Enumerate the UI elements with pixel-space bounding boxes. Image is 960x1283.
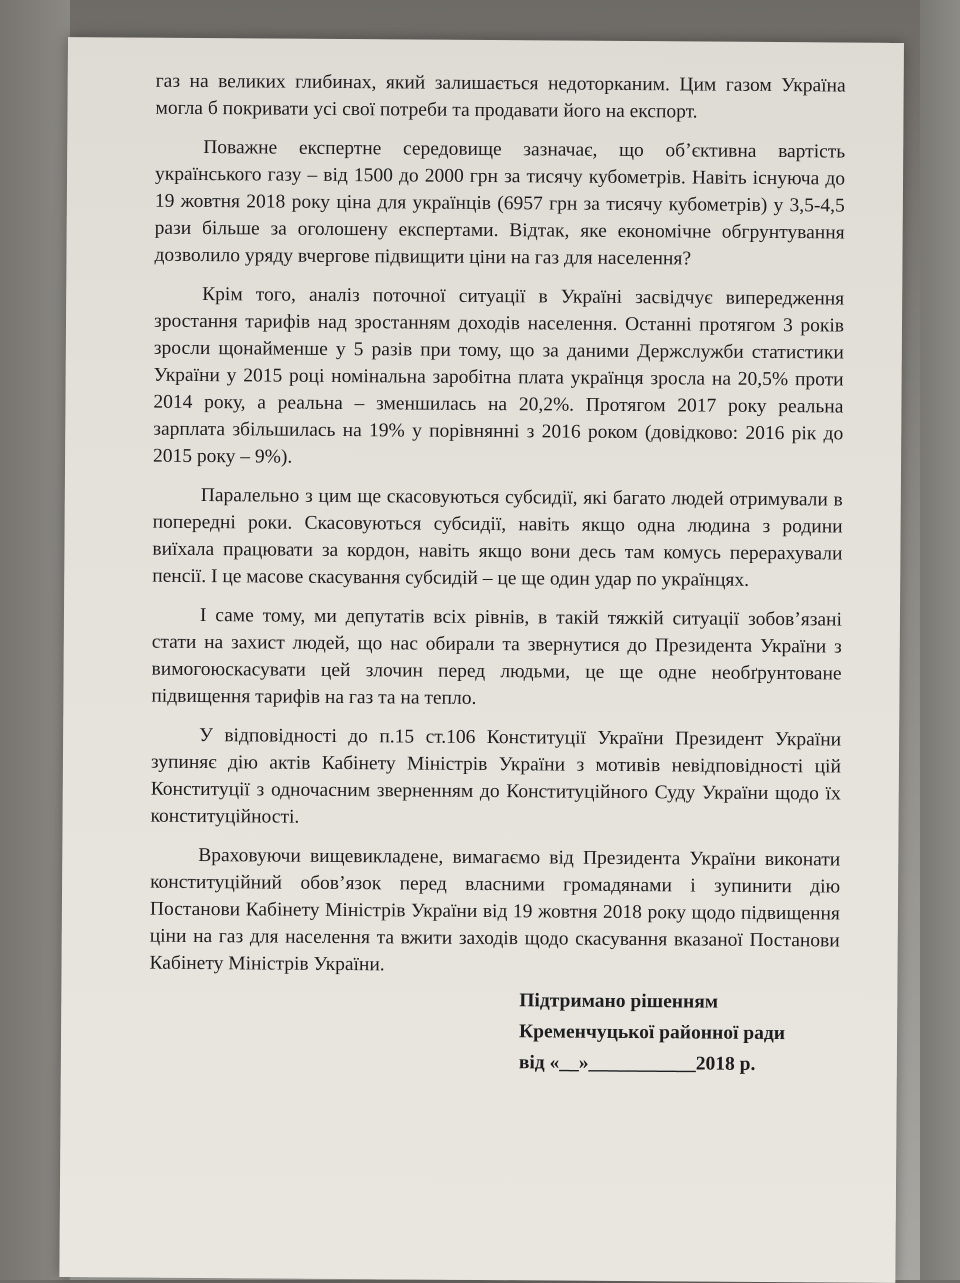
paragraph-tariff-growth: Крім того, аналіз поточної ситуації в Україні засвідчує випередження зростання тарифів над зростанням доходів населення. Останні протягом 3 років зросли щонайменше у 5 разів при тому, що за даними Держслужби статистики України у 2015 році номінальна заробітна плата українця зросла на 20,5% проти 2014 року, а реальна – зменшилась на 20,2%. Протягом 2017 року реальна зарплата збільшилась на 19% у порівнянні з 2016 роком (довідково: 2016 рік до 2015 року – 9%). bbox=[153, 284, 845, 468]
signature-line-date: від «__»___________2018 р. bbox=[518, 1052, 756, 1075]
paragraph-expert-price: Поважне експертне середовище зазначає, що об’єктивна вартість українського газу – від 1500 до 2000 грн за тисячу кубометрів. Навіть існуюча до 19 жовтня 2018 року ціна для українців (6957 грн за тисячу кубометрів) у 3,5-4,5 рази більше за оголошену експертами. Відтак, яке економічне обгрунтування дозволило уряду вчергове підвищити ціни на газ для населення? bbox=[154, 137, 846, 270]
paragraph-gas-reserves: газ на великих глибинах, який залишається недоторканим. Цим газом Україна могла б покривати усі свої потреби та продавати його на експорт. bbox=[155, 70, 846, 123]
signature-line-council: Кременчуцької районної ради bbox=[519, 1021, 786, 1045]
paper-sheet bbox=[59, 37, 904, 1283]
desk-surface-left bbox=[0, 0, 70, 1280]
signature-line-support: Підтримано рішенням bbox=[519, 990, 719, 1013]
document-body bbox=[149, 68, 845, 994]
paragraph-subsidies: Паралельно з цим ще скасовуються субсидії, які багато людей отримували в попередні роки. Скасовуються субсидії, навіть якщо одна людина з родини виїхала працювати за кордон, навіть якщо вони десь там комусь перерахували пенсії. І це масове скасування субсидій – це ще один удар по українцях. bbox=[152, 485, 843, 591]
paragraph-demand: Враховуючи вищевикладене, вимагаємо від Президента України виконати конституційний обов’язок перед власними громадянами і зупинити дію Постанови Кабінету Міністрів України від 19 жовтня 2018 року щодо підвищення ціни на газ для населення та вжити заходів щодо скасування вказаної Постанови Кабінету Міністрів України. bbox=[149, 845, 841, 976]
paragraph-constitution: У відповідності до п.15 ст.106 Конституції України Президент України зупиняє дію актів Кабінету Міністрів України з мотивів невідповідності цій Конституції з одночасним зверненням до Конституційного Суду України щодо їх конституційності. bbox=[150, 725, 842, 828]
paragraph-deputies-appeal: І саме тому, ми депутатів всіх рівнів, в такій тяжкій ситуації зобов’язані стати на захист людей, що нас обирали та звернутися до Президента України з вимогоюскасувати цей злочин перед людьми, це ще одне необґрунтоване підвищення тарифів на газ та на тепло. bbox=[151, 605, 843, 709]
desk-surface-right bbox=[920, 0, 960, 1280]
signature-block bbox=[519, 985, 786, 1080]
